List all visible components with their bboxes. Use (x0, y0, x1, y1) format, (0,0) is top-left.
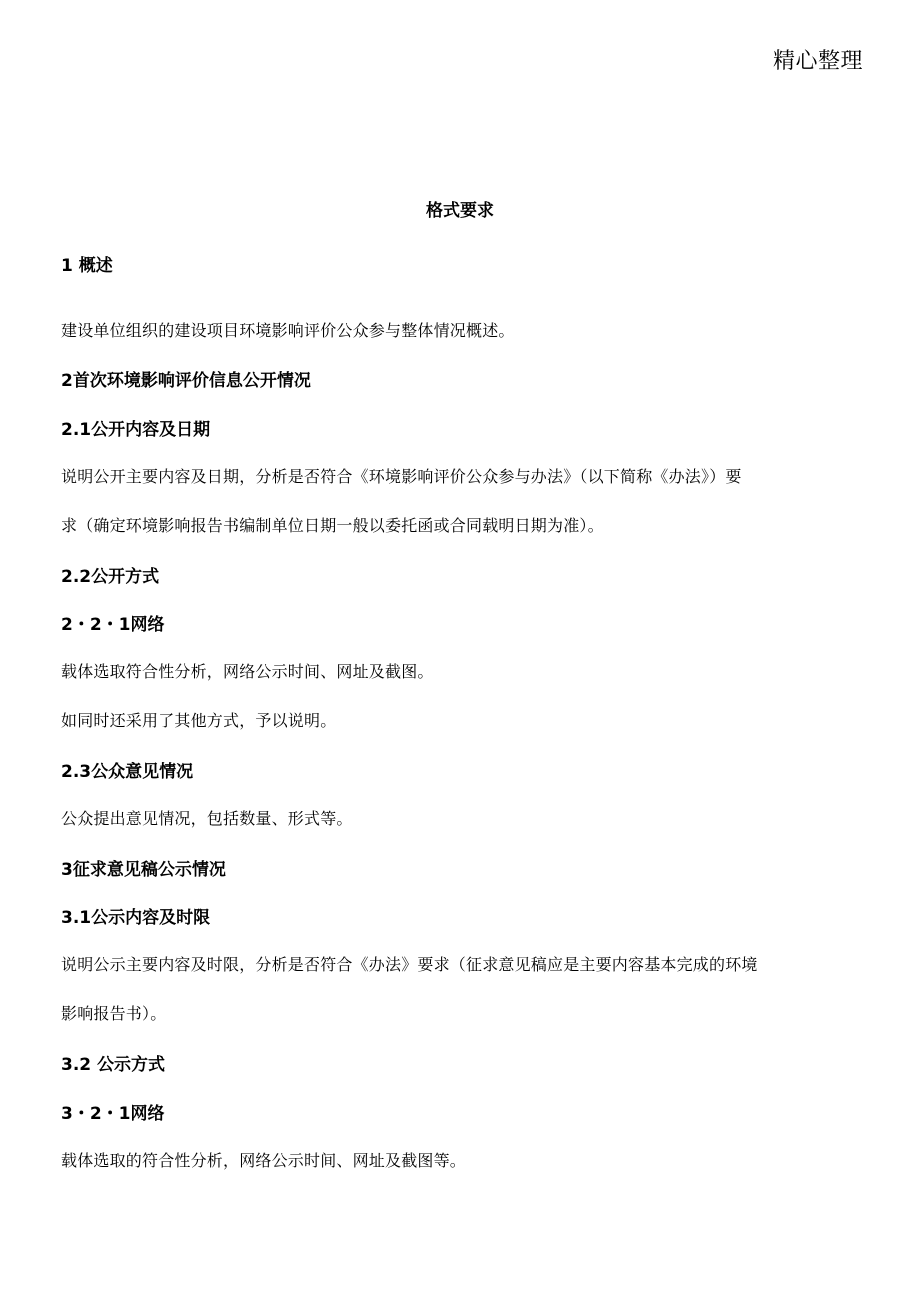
section-heading: 2首次环境影响评价信息公开情况 (61, 371, 311, 391)
subsection-heading: 3.2 公示方式 (61, 1055, 166, 1075)
subsection-heading: 3.1公示内容及时限 (61, 908, 211, 928)
paragraph-line: 说明公示主要内容及时限，分析是否符合《办法》要求（征求意见稿应是主要内容基本完成的环境 (61, 955, 758, 974)
subsection-heading: 2.2公开方式 (61, 567, 160, 587)
section-heading: 3征求意见稿公示情况 (61, 860, 226, 880)
paragraph-line: 建设单位组织的建设项目环境影响评价公众参与整体情况概述。 (61, 321, 515, 340)
paragraph-line: 载体选取的符合性分析，网络公示时间、网址及截图等。 (61, 1151, 467, 1170)
subsection-heading: 3・2・1网络 (61, 1104, 165, 1124)
paragraph-line: 求（确定环境影响报告书编制单位日期一般以委托函或合同载明日期为准）。 (61, 516, 604, 535)
page-header: 精心整理 (772, 49, 863, 74)
paragraph-line: 说明公开主要内容及日期，分析是否符合《环境影响评价公众参与办法》（以下简称《办法》）要 (61, 467, 742, 486)
subsection-heading: 2.3公众意见情况 (61, 762, 194, 782)
paragraph-line: 影响报告书）。 (61, 1004, 167, 1023)
document-title: 格式要求 (426, 201, 494, 221)
subsection-heading: 2・2・1网络 (61, 615, 165, 635)
section-heading: 1 概述 (61, 256, 113, 276)
subsection-heading: 2.1公开内容及日期 (61, 420, 211, 440)
paragraph-line: 如同时还采用了其他方式，予以说明。 (61, 711, 337, 730)
paragraph-line: 公众提出意见情况，包括数量、形式等。 (61, 809, 353, 828)
paragraph-line: 载体选取符合性分析，网络公示时间、网址及截图。 (61, 662, 434, 681)
